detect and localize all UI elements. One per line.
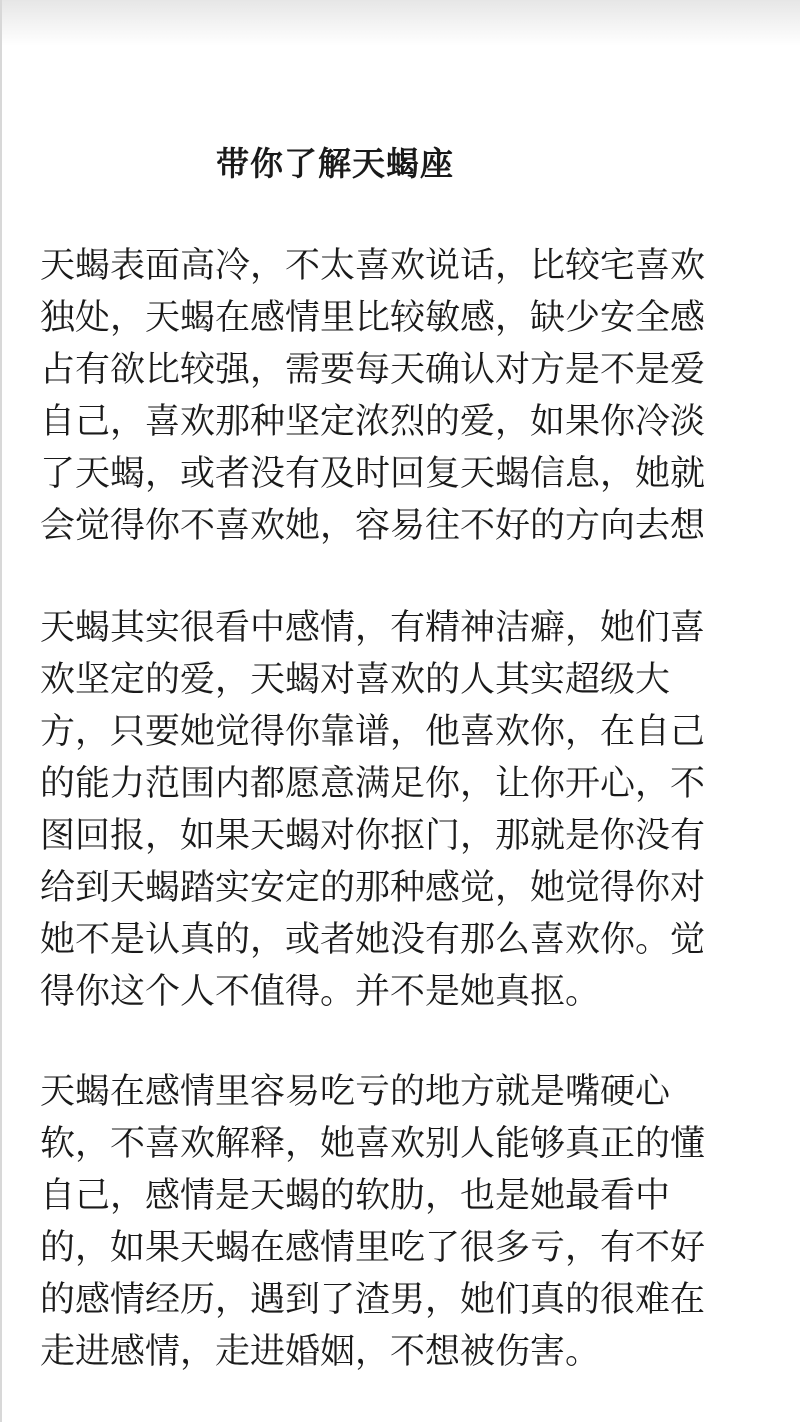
paragraph-line: 自己，感情是天蝎的软肋，也是她最看中 (40, 1176, 671, 1216)
top-shadow (0, 0, 800, 46)
paragraph-2 (40, 602, 740, 1018)
paragraph-line: 自己，喜欢那种坚定浓烈的爱，如果你冷淡 (40, 402, 706, 442)
paragraph-line: 天蝎表面高冷，不太喜欢说话，比较宅喜欢 (40, 246, 706, 286)
paragraph-line: 方，只要她觉得你靠谱，他喜欢你，在自己 (40, 712, 706, 752)
paragraph-line: 得你这个人不值得。并不是她真抠。 (40, 972, 601, 1012)
paragraph-line: 会觉得你不喜欢她，容易往不好的方向去想 (40, 506, 706, 546)
paragraph-line: 天蝎其实很看中感情，有精神洁癖，她们喜 (40, 608, 706, 648)
paragraph-line: 她不是认真的，或者她没有那么喜欢你。觉 (40, 920, 706, 960)
paragraph-line: 软，不喜欢解释，她喜欢别人能够真正的懂 (40, 1124, 706, 1164)
paragraph-1 (40, 240, 740, 552)
paragraph-line: 给到天蝎踏实安定的那种感觉，她觉得你对 (40, 868, 706, 908)
article-title: 带你了解天蝎座 (216, 144, 454, 183)
paragraph-line: 天蝎在感情里容易吃亏的地方就是嘴硬心 (40, 1072, 671, 1112)
paragraph-line: 图回报，如果天蝎对你抠门，那就是你没有 (40, 816, 706, 856)
paragraph-line: 欢坚定的爱，天蝎对喜欢的人其实超级大 (40, 660, 671, 700)
paragraph-line: 的能力范围内都愿意满足你，让你开心，不 (40, 764, 706, 804)
left-edge-border (0, 0, 2, 1422)
paragraph-line: 走进感情，走进婚姻，不想被伤害。 (40, 1332, 601, 1372)
paragraph-line: 独处，天蝎在感情里比较敏感，缺少安全感 (40, 298, 706, 338)
paragraph-line: 了天蝎，或者没有及时回复天蝎信息，她就 (40, 454, 706, 494)
paragraph-line: 占有欲比较强，需要每天确认对方是不是爱 (40, 350, 706, 390)
paragraph-3 (40, 1066, 740, 1378)
paragraph-line: 的感情经历，遇到了渣男，她们真的很难在 (40, 1280, 706, 1320)
paragraph-line: 的，如果天蝎在感情里吃了很多亏，有不好 (40, 1228, 706, 1268)
